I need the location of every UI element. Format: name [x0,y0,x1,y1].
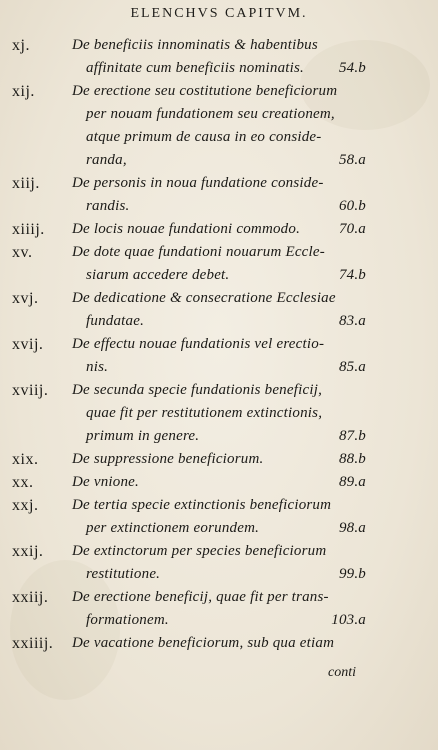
toc-entry [12,80,366,172]
page-reference: 103.a [331,612,366,628]
toc-entry [12,448,366,471]
title-line: De beneficiis innominatis & habentibus [72,37,318,53]
table-of-contents [12,34,366,655]
chapter-title [72,287,366,333]
title-line: restitutione. [86,566,161,582]
page-reference: 87.b [338,428,366,444]
title-line: quae fit per restitutionem extinctionis, [86,405,323,421]
title-line: primum in genere. [86,428,200,444]
title-line: De tertia specie extinctionis beneficiorum [72,497,332,513]
toc-entry [12,287,366,333]
title-line: De secunda specie fundationis beneficij, [72,382,323,398]
page-reference: 98.a [338,520,366,536]
page-reference: 58.a [338,152,366,168]
catchword: conti [328,665,356,680]
chapter-numeral: xxj. [12,497,39,514]
chapter-title [72,448,366,471]
chapter-title [72,471,366,494]
page-reference: 83.a [338,313,366,329]
chapter-title [72,333,366,379]
title-line: fundatae. [86,313,145,329]
chapter-title [72,34,366,80]
chapter-title [72,241,366,287]
title-line: De suppressione beneficiorum. [72,451,264,467]
page-reference: 88.b [338,451,366,467]
title-line: De dote quae fundationi nouarum Eccle- [72,244,325,260]
title-line: atque primum de causa in eo conside- [86,129,322,145]
toc-entry [12,218,366,241]
page-reference: 70.a [338,221,366,237]
chapter-title [72,80,366,172]
toc-entry [12,34,366,80]
toc-entry [12,241,366,287]
chapter-numeral: xxij. [12,543,44,560]
toc-entry [12,540,366,586]
chapter-title [72,540,366,586]
toc-entry [12,379,366,448]
chapter-numeral: xx. [12,474,34,491]
page-reference: 74.b [338,267,366,283]
title-line: formationem. [86,612,169,628]
chapter-numeral: xiij. [12,175,40,192]
chapter-title [72,379,366,448]
chapter-title [72,586,366,632]
title-line: per nouam fundationem seu creationem, [86,106,335,122]
page-reference: 99.b [338,566,366,582]
chapter-numeral: xviij. [12,382,49,399]
title-line: De erectione seu costitutione beneficiorum [72,83,338,99]
chapter-numeral: xxiiij. [12,635,54,652]
chapter-numeral: xxiij. [12,589,49,606]
title-line: De effectu nouae fundationis vel erectio- [72,336,325,352]
title-line: De personis in noua fundatione conside- [72,175,324,191]
title-line: De erectione beneficij, quae fit per trans- [72,589,329,605]
chapter-title [72,172,366,218]
toc-entry [12,471,366,494]
chapter-numeral: xij. [12,83,35,100]
title-line: randis. [86,198,130,214]
page-reference: 54.b [338,60,366,76]
chapter-numeral: xvij. [12,336,44,353]
chapter-numeral: xix. [12,451,39,468]
title-line: per extinctionem eorundem. [86,520,260,536]
title-line: De vacatione beneficiorum, sub qua etiam [72,635,335,651]
page-reference: 60.b [338,198,366,214]
title-line: affinitate cum beneficiis nominatis. [86,60,305,76]
title-line: De locis nouae fundationi commodo. [72,221,301,237]
toc-entry [12,333,366,379]
chapter-title [72,218,366,241]
chapter-title [72,494,366,540]
title-line: nis. [86,359,109,375]
toc-entry [12,586,366,632]
page-reference: 89.a [338,474,366,490]
title-line: De vnione. [72,474,139,490]
toc-entry [12,494,366,540]
chapter-numeral: xj. [12,37,30,54]
toc-entry [12,172,366,218]
page-reference: 85.a [338,359,366,375]
chapter-title [72,632,366,655]
running-header: ELENCHVS CAPITVM. [130,6,308,21]
title-line: siarum accedere debet. [86,267,230,283]
title-line: De extinctorum per species beneficiorum [72,543,327,559]
chapter-numeral: xv. [12,244,33,261]
title-line: De dedicatione & consecratione Ecclesiae [72,290,336,306]
chapter-numeral: xiiij. [12,221,45,238]
chapter-numeral: xvj. [12,290,39,307]
toc-entry [12,632,366,655]
title-line: randa, [86,152,127,168]
